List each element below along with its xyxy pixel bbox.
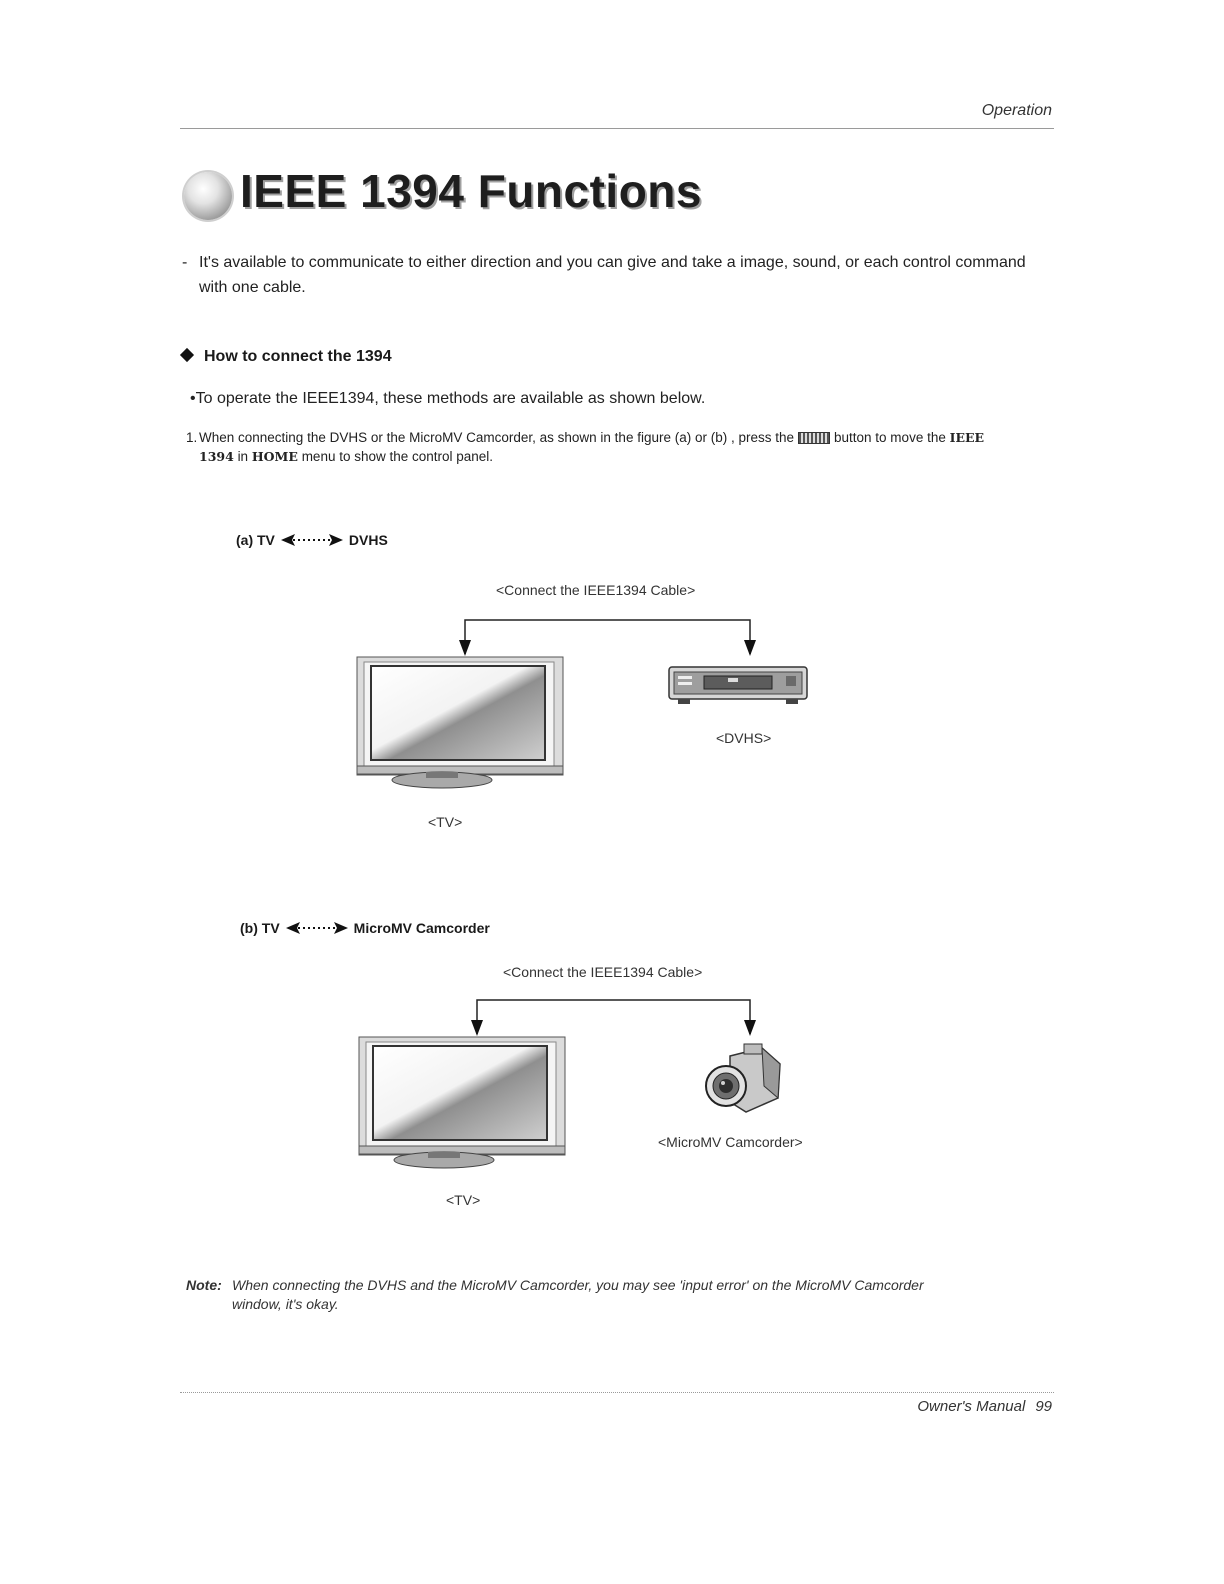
figure-b-tv-illustration: [358, 1036, 568, 1170]
diamond-bullet-icon: [180, 348, 194, 362]
note-text: When connecting the DVHS and the MicroMV Camcorder, you may see 'input error' on the MicroMV Camcorder window, it's okay.: [232, 1277, 924, 1312]
figure-b-camcorder-illustration: [700, 1042, 784, 1118]
bullet-line: •To operate the IEEE1394, these methods are available as shown below.: [190, 390, 706, 407]
step-1: [186, 428, 1016, 466]
subheading: [182, 348, 392, 366]
step-number: 1.: [186, 430, 198, 445]
intro-paragraph: [182, 250, 1052, 300]
page-number: 99: [1035, 1398, 1052, 1415]
figure-a-tv-illustration: [356, 656, 566, 790]
figure-a-label-right: DVHS: [348, 532, 388, 548]
bidirectional-arrow-icon: [281, 533, 343, 547]
figure-a-device-caption: <DVHS>: [716, 730, 772, 746]
step-bold-ieee: IEEE 1394: [199, 430, 985, 464]
figure-b-cable-caption: <Connect the IEEE1394 Cable>: [503, 964, 703, 980]
page-title: IEEE 1394 Functions: [240, 165, 702, 217]
bidirectional-arrow-icon: [286, 921, 348, 935]
figure-a-connection-line: [440, 612, 770, 658]
menu-button-icon: [798, 432, 830, 444]
figure-b-connection-line: [452, 992, 772, 1038]
figure-a-dvhs-illustration: [668, 664, 810, 708]
figure-b-device-caption: <MicroMV Camcorder>: [658, 1134, 803, 1150]
intro-dash: -: [182, 254, 188, 271]
intro-text: It's available to communicate to either direction and you can give and take a image, sound, or each control command with one cable.: [199, 254, 1026, 296]
section-label: Operation: [981, 102, 1052, 119]
subheading-text: How to connect the 1394: [204, 348, 392, 365]
figure-b-label-right: MicroMV Camcorder: [353, 920, 490, 936]
footer-rule: [180, 1392, 1054, 1393]
step-bold-home: HOME: [251, 449, 298, 464]
note-label: Note:: [186, 1277, 222, 1293]
step-text-1: When connecting the DVHS or the MicroMV Camcorder, as shown in the figure (a) or (b) , press the: [199, 430, 795, 445]
step-text-3: in: [237, 449, 249, 464]
figure-a-cable-caption: <Connect the IEEE1394 Cable>: [496, 582, 696, 598]
figure-a-label: [236, 532, 388, 548]
figure-a-tv-caption: <TV>: [428, 814, 463, 830]
page-footer: [917, 1398, 1052, 1415]
step-text-4: menu to show the control panel.: [301, 449, 494, 464]
figure-b-label-left: (b) TV: [240, 920, 280, 936]
header-rule: [180, 128, 1054, 129]
figure-b-label: [240, 920, 490, 936]
figure-a-label-left: (a) TV: [236, 532, 275, 548]
step-body: [186, 428, 1016, 466]
disc-bullet-icon: [184, 172, 232, 220]
footer-manual: Owner's Manual: [917, 1398, 1026, 1415]
figure-b-tv-caption: <TV>: [446, 1192, 481, 1208]
step-text-2: button to move the: [834, 430, 946, 445]
note: [186, 1276, 946, 1314]
